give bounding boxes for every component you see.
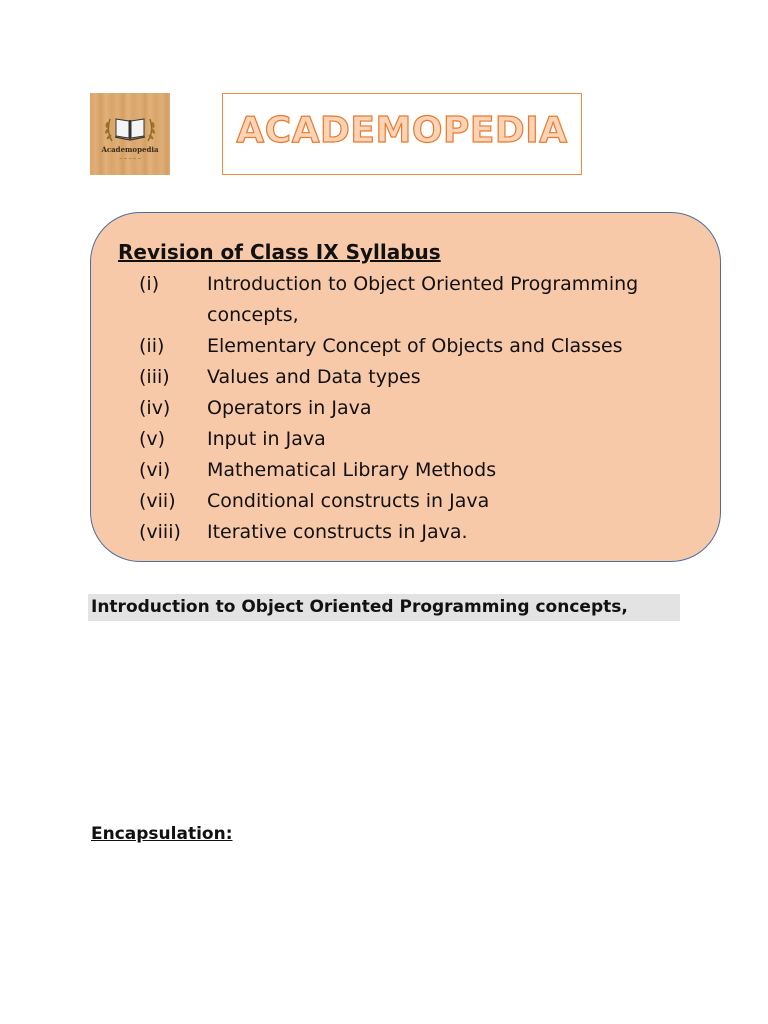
logo-tagline: ~ ~ ~ ~ ~ — [119, 156, 141, 161]
list-item-text: Elementary Concept of Objects and Classes — [207, 335, 623, 357]
list-item-number: (iv) — [139, 397, 171, 419]
list-item — [139, 517, 699, 548]
logo-name: Academopedia — [101, 145, 159, 154]
list-item-number: (viii) — [139, 521, 181, 543]
list-item — [139, 362, 699, 393]
list-item — [139, 331, 699, 362]
list-item-number: (v) — [139, 428, 166, 450]
list-item-text: Input in Java — [207, 428, 326, 450]
list-item-text: Introduction to Object Oriented Programming concepts, — [207, 273, 639, 326]
list-item-number: (vii) — [139, 490, 176, 512]
syllabus-heading: Revision of Class IX Syllabus — [118, 240, 441, 264]
syllabus-panel — [90, 212, 721, 562]
list-item — [139, 393, 699, 424]
list-item-text: Iterative constructs in Java. — [207, 521, 468, 543]
list-item — [139, 424, 699, 455]
list-item-text: Values and Data types — [207, 366, 421, 388]
list-item-number: (ii) — [139, 335, 165, 357]
list-item-number: (iii) — [139, 366, 170, 388]
academopedia-logo — [90, 93, 170, 175]
list-item-text: Operators in Java — [207, 397, 372, 419]
title-box — [222, 93, 582, 175]
list-item-number: (i) — [139, 273, 160, 295]
page-title: ACADEMOPEDIA — [236, 109, 568, 151]
list-item-number: (vi) — [139, 459, 171, 481]
list-item — [139, 269, 699, 331]
list-item-text: Conditional constructs in Java — [207, 490, 490, 512]
open-book-laurel-icon — [90, 93, 170, 175]
list-item — [139, 486, 699, 517]
list-item — [139, 455, 699, 486]
syllabus-list — [139, 269, 699, 548]
section-heading: Introduction to Object Oriented Programming concepts, — [88, 594, 680, 621]
list-item-text: Mathematical Library Methods — [207, 459, 497, 481]
encapsulation-heading: Encapsulation: — [91, 824, 233, 844]
